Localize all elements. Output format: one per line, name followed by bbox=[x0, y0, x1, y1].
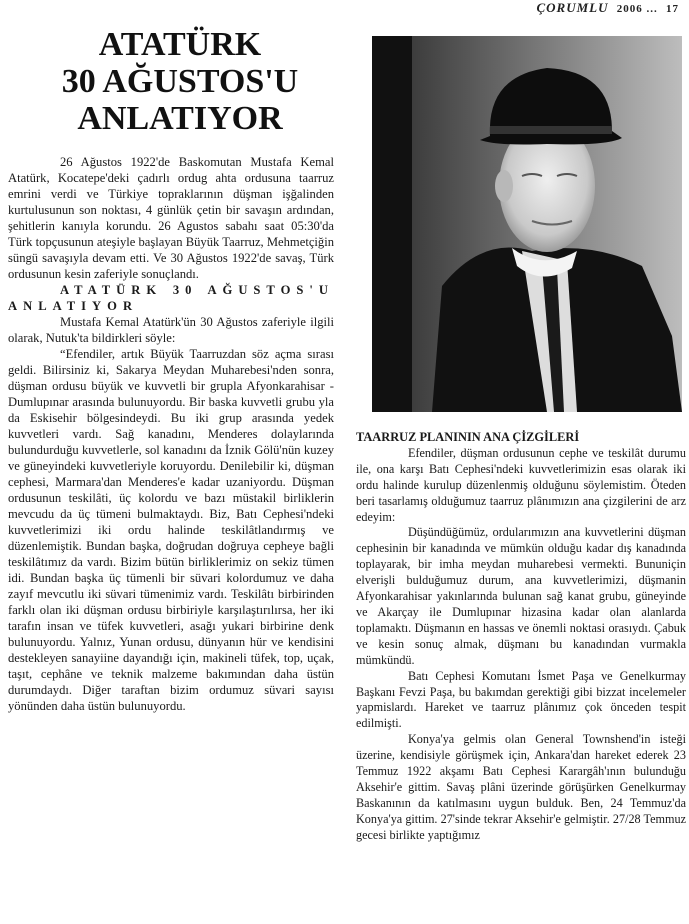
right-paragraph-2: Düşündüğümüz, ordularımızın ana kuvvetlerini düşman cephesinin bir kanadında ve mümkün olduğu kadar dış kanadında toplayarak, bir imha meydan muharebesi vermekti. Bununiçin elverişli bulduğumuz durum, ana kuvvetlerimizi, düşmanin Afyonkarahisar yakınlarında bulunan sağ kanat grubu, güneyinde ve Akarçay ile Dumlupınar hizasina kadar olan alanlarda toplamaktı. Düşmanın en hassas ve önemli noktasi orasıydı. Çabuk ve kesin sonuç almak, düşmanı bu kanadından vurmakla mümkündü. bbox=[356, 525, 686, 667]
portrait-photo-image bbox=[372, 36, 682, 412]
subheading: ATATÜRK 30 AĞUSTOS'U ANLATIYOR bbox=[8, 283, 334, 313]
right-paragraph-4: Konya'ya gelmis olan General Townshend'in isteği üzerine, kendisiyle görüşmek için, Ankara'dan hareket ederek 23 Temmuz 1922 akşamı Batı Cephesi Karargâh'ının bulunduğu Aksehir'e gittim. Savaş plâni üzerinde görüşürken Genelkurmay Baskanının da katılmasını uygun bulduk. Ben, 24 Temmuz'da Konya'ya gittim. 27'sinde tekrar Aksehir'e gelmiştir. 27/28 Temmuz gecesi birlikte yaptığımız bbox=[356, 732, 686, 842]
intro-paragraph: 26 Ağustos 1922'de Baskomutan Mustafa Kemal Atatürk, Kocatepe'deki çadırlı ordug ahta ordusuna taarruz emrini verdi ve Türkiye topraklarının düşman işğalinden kurtulusunun son noktası, 4 günlük çetin bir savaşın ardından, şehitlerin kanıyla korundu. 26 Agustos sabahı saat 05:30'da Türk topçusunun ateşiyle başlayan Büyük Taarruz, Mehmetçiğin süngü savaşıyla devam etti. Ve 30 Ağustos 1922'de savaş, Türk ordusunun kesin zaferiyle sonuçlandı. bbox=[8, 155, 334, 281]
page-header bbox=[536, 0, 679, 16]
title-line-3: ANLATIYOR bbox=[77, 100, 283, 137]
portrait-photo bbox=[372, 36, 682, 412]
article-title bbox=[30, 26, 330, 137]
title-line-2: 30 AĞUSTOS'U bbox=[61, 63, 299, 100]
nutuk-quote-paragraph: “Efendiler, artık Büyük Taarruzdan söz açma sırası geldi. Bilirsiniz ki, Sakarya Meydan Muharebesi'nden sonra, düşman ordusu büyük ve kuvvetli bir grupla Afyonkarahisar - Dumlupınar arasında bulunuyordu. Bir baska kuvvetli grubu yla da Eskisehir bölgesindeydi. Bu iki grup arasında yedek kuvvetleri vardı. Sağ kanadını, Menderes dolaylarında bulundurduğu kuvvetlerle, sol kanadını da İznik Gölü'nün kuzey ve güneyindeki kuvvetleriyle koruyordu. Denilebilir ki, düşman cephesi, Marmara'dan Menderes'e kadar uzaniyordu. Düşman ordusunun teskilâti, üç kolordu ve bazı müstakil birliklerin mevcudu da üç tümeni bulmaktaydı. Biz, Batı Cephesi'ndeki kuvvetlerimizi iki ordu halinde teskilâtlandırmış ve düzenlemiştik. Bundan başka, doğrudan doğruya cepheye bağli teskilâtımız da vardı. Bizim bütün birliklerimiz on sekiz tümen idi. Bundan başka üç tümenli bir süvari kolordumuz ve daha zayıf mevcutlu iki süvari tümenimiz vardı. Teskilâtı birbirinden farklı olan iki düşman ordusu birbiriyle karşılaştırılırsa, her iki tarafın insan ve tüfek kuvvetleri, asağı yukari birbirine denk bulunuyordu. Yalnız, Yunan ordusu, dünyanın hür ve kendisini destekleyen sanayiine dayandığı için, makineli tüfek, top, uçak, taşıt, cephâne ve teknik malzeme bakımından daha üstün durumdaydı. Diğer taraftan bizim ordumuz süvari sayısı yönünden daha üstün bulunuyordu. bbox=[8, 347, 334, 713]
right-column bbox=[356, 430, 686, 844]
section-heading: TAARRUZ PLANININ ANA ÇİZGİLERİ bbox=[356, 430, 580, 444]
nutuk-intro-paragraph: Mustafa Kemal Atatürk'ün 30 Ağustos zaferiyle ilgili olarak, Nutuk'ta bildirkleri söyle: bbox=[8, 315, 334, 345]
issue-date: 2006 ... bbox=[616, 3, 658, 15]
right-paragraph-3: Batı Cephesi Komutanı İsmet Paşa ve Genelkurmay Başkanı Fevzi Paşa, bu bakımdan gerektiği gibi bizzat incelemeler yapmislardı. Hareket ve taarruz plânımız çok önceden tespit edilmişti. bbox=[356, 668, 686, 731]
magazine-name: ÇORUMLU bbox=[536, 0, 609, 15]
right-paragraph-1: Efendiler, düşman ordusunun cephe ve teskilât durumu ile, ona karşı Batı Cephesi'ndeki kuvvetlerimizin esas olarak iki ordu halinde kurulup düzenlenmiş olduğunu söylemistim. Öteden beri tasarlamış olduğumuz taarruz plânımızın ana çizgilerini de arz edeyim: bbox=[356, 445, 686, 524]
left-column bbox=[8, 154, 334, 714]
page-number: 17 bbox=[666, 3, 679, 15]
title-line-1: ATATÜRK bbox=[98, 26, 262, 63]
